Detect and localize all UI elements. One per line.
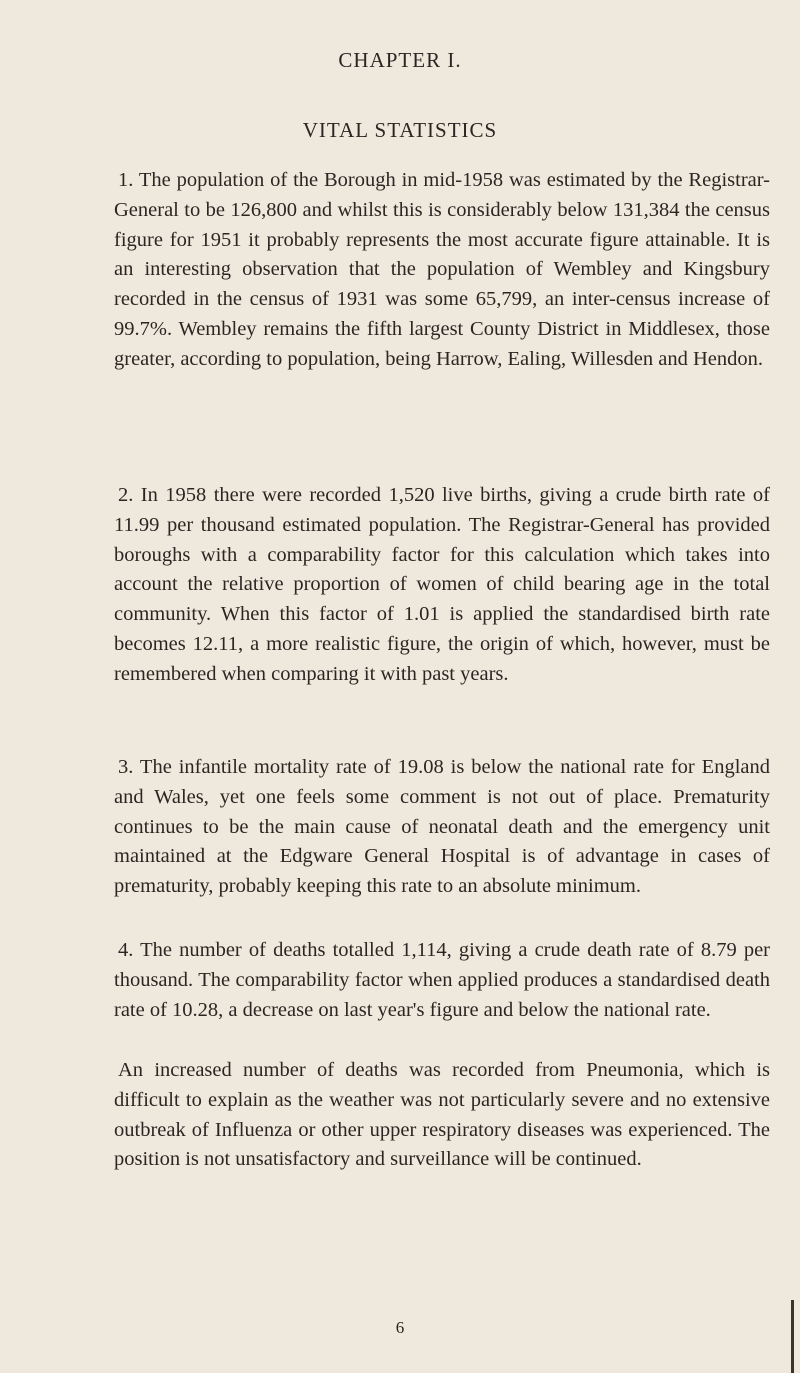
page-edge-mark [791,1300,794,1373]
paragraph-births: 2. In 1958 there were recorded 1,520 live births, giving a crude birth rate of 11.99 per thousand estimated population. The Registrar-General has provided boroughs with a comparability factor for this calculation which takes into account the relative proportion of women of child bearing age in the total community. When this factor of 1.01 is applied the standardised birth rate becomes 12.11, a more realistic figure, the origin of which, however, must be remembered when comparing it with past years. [114,484,770,685]
paragraph-population: 1. The population of the Borough in mid-1958 was estimated by the Registrar-General to be 126,800 and whilst this is considerably below 131,384 the census figure for 1951 it probably represents the most accurate figure attainable. It is an interesting observation that the population of Wembley and Kingsbury recorded in the census of 1931 was some 65,799, an inter-census increase of 99.7%. Wembley remains the fifth largest County District in Middlesex, those greater, according to population, being Harrow, Ealing, Willesden and Hendon. [114,169,770,370]
page-number: 6 [395,1318,405,1337]
paragraph-pneumonia: An increased number of deaths was recorded from Pneumonia, which is difficult to explain as the weather was not particularly severe and no extensive outbreak of Influenza or other upper respiratory diseases was experienced. The position is not unsatisfactory and surveillance will be continued. [114,1059,770,1171]
chapter-heading: CHAPTER I. [338,48,462,72]
paragraph-deaths: 4. The number of deaths totalled 1,114, giving a crude death rate of 8.79 per thousand. The comparability factor when applied produces a standardised death rate of 10.28, a decrease on last year's figure and below the national rate. [114,939,770,1021]
paragraph-infant-mortality: 3. The infantile mortality rate of 19.08 is below the national rate for England and Wales, yet one feels some comment is not out of place. Prematurity continues to be the main cause of neonatal death and the emergency unit maintained at the Edgware General Hospital is of advantage in cases of prematurity, probably keeping this rate to an absolute minimum. [114,756,770,898]
section-title: VITAL STATISTICS [302,118,498,142]
